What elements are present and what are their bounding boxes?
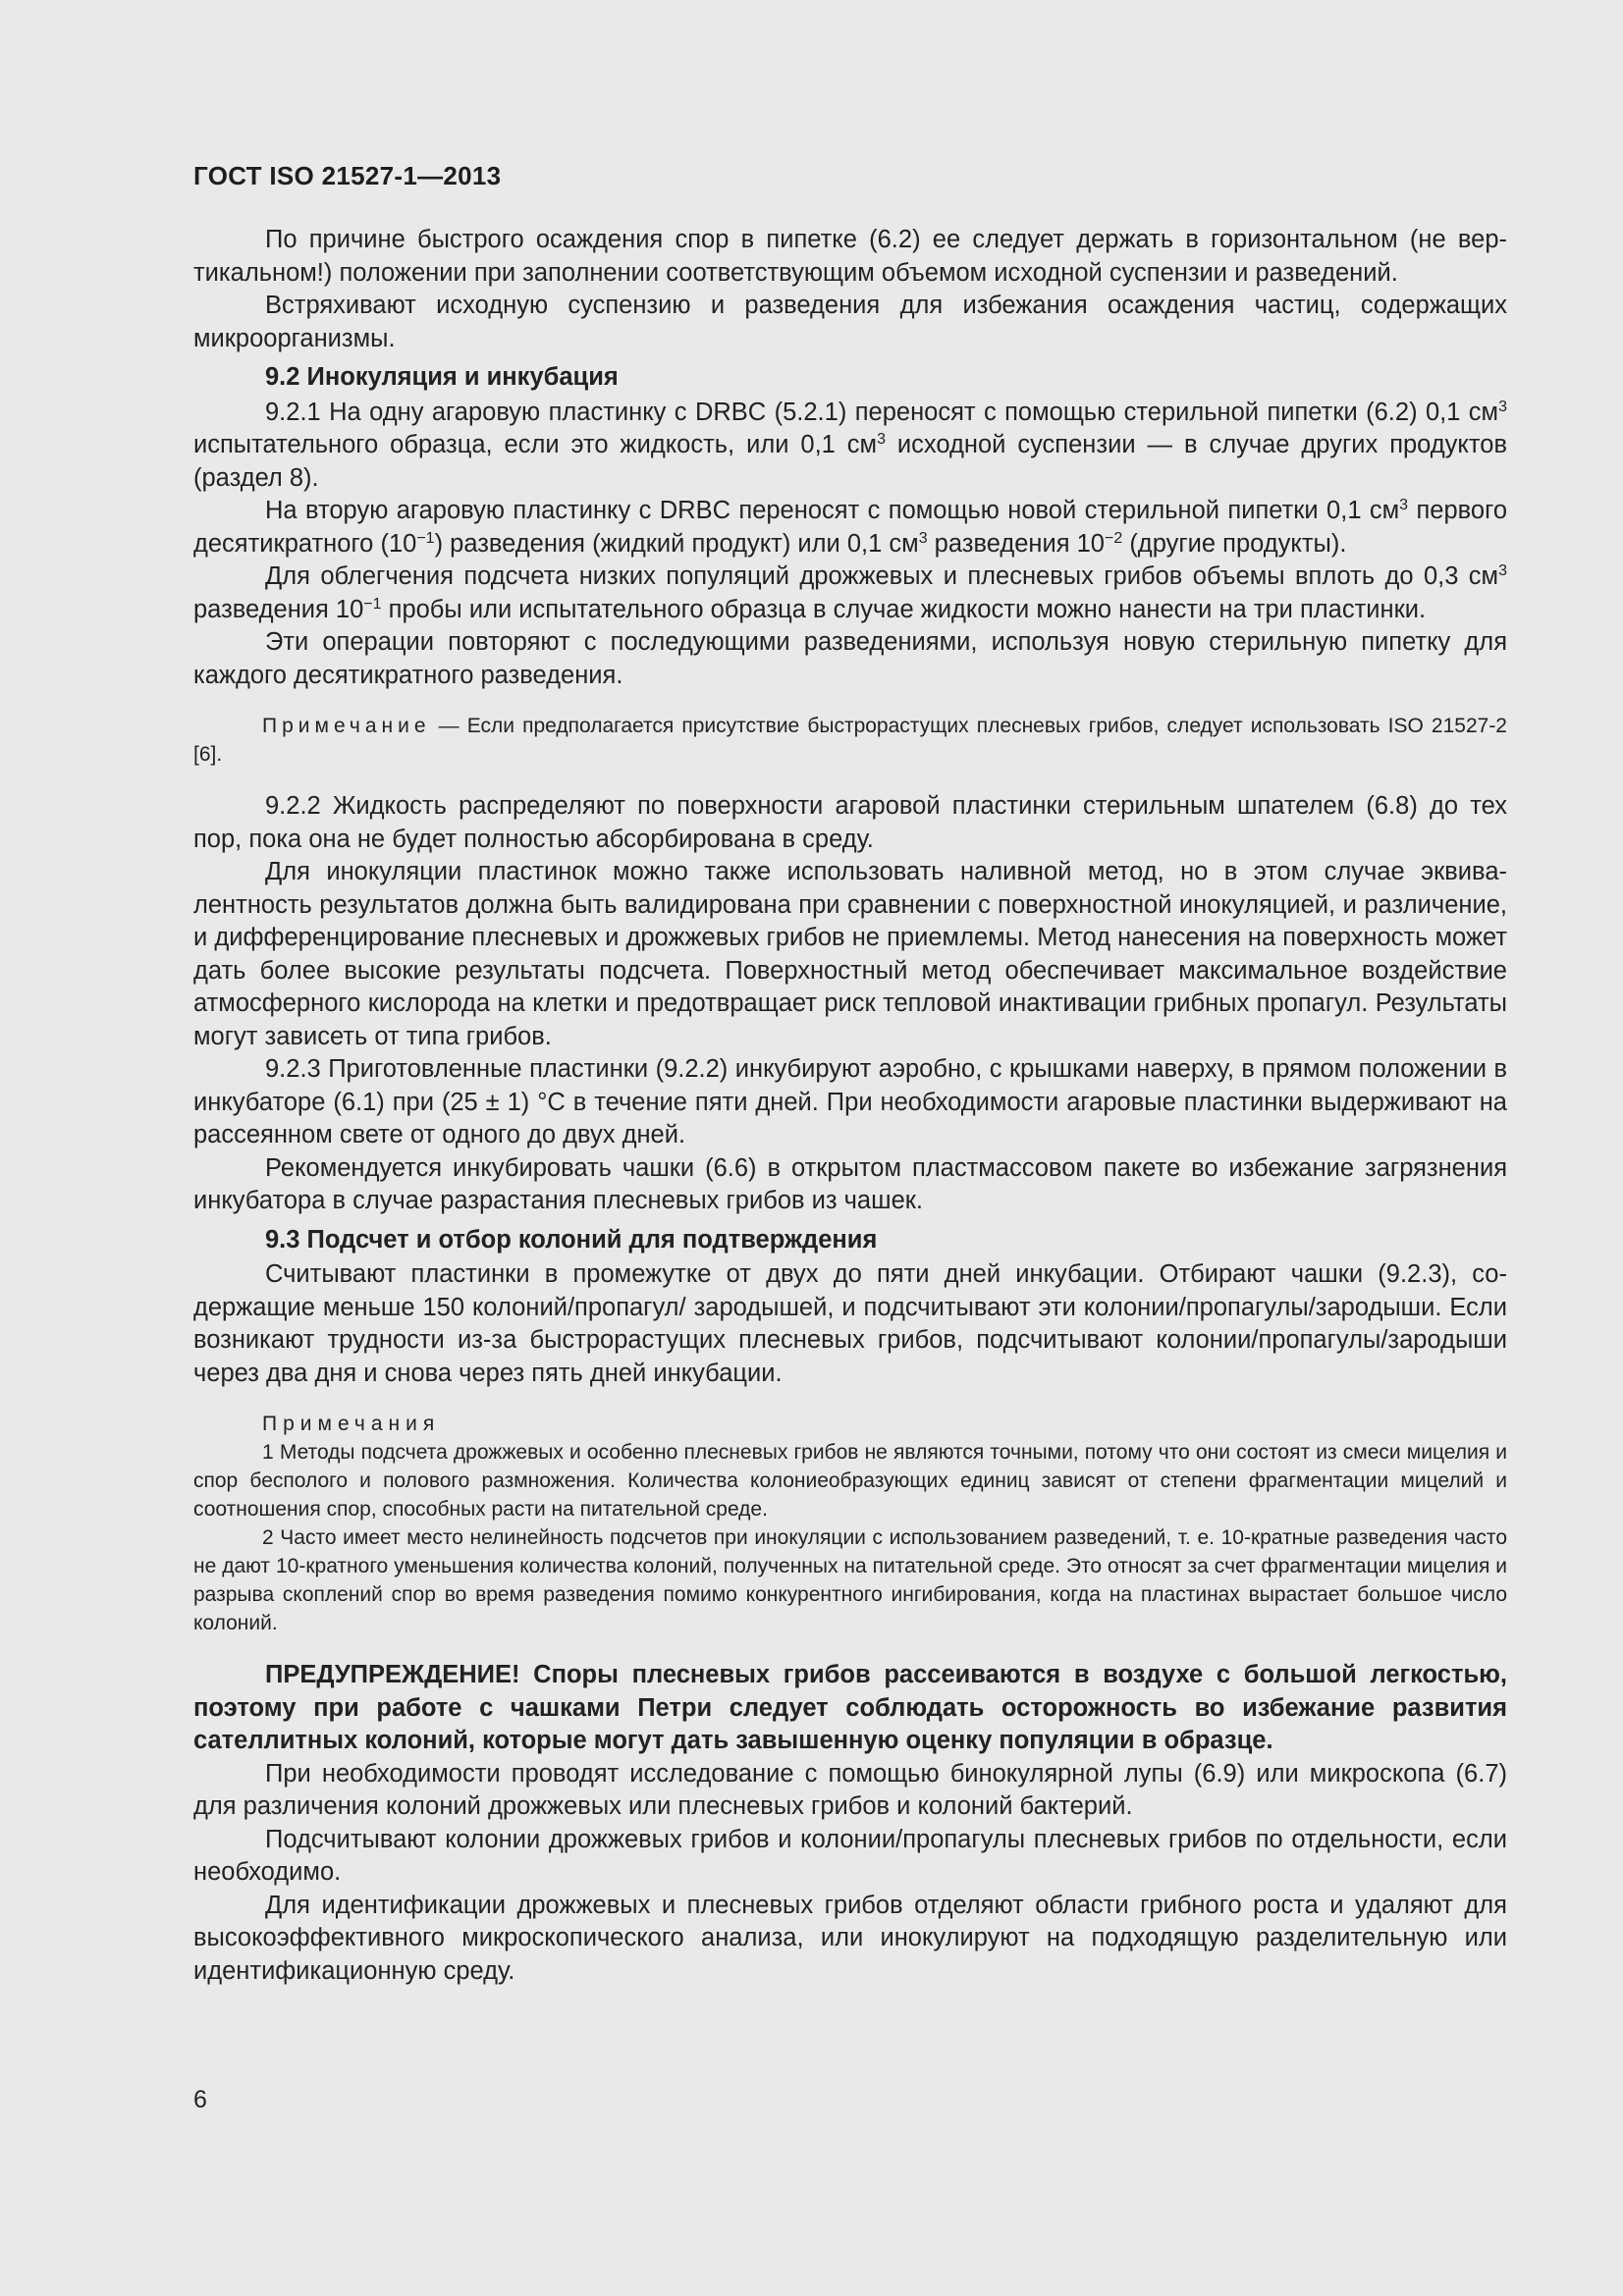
superscript: 3 xyxy=(1399,497,1409,513)
document-body xyxy=(193,224,1507,1988)
note-item-1: 1 Методы подсчета дрожжевых и особенно плесневых грибов не являются точными, потому что они состоят из смеси мицелия и спор бесполого и полового размножения. Количества колониеобразующих единиц зависят от степени фрагментации мицелий и соотношения спор, способных расти на питательной среде. xyxy=(193,1441,1507,1521)
superscript: −2 xyxy=(1104,529,1123,547)
note xyxy=(193,712,1507,769)
superscript: −1 xyxy=(363,595,382,613)
superscript: 3 xyxy=(1498,562,1507,579)
paragraph: Эти операции повторяют с последующими разведениями, используя новую стерильную пипетку для каждого десятикратного разведения. xyxy=(193,628,1507,689)
note-text xyxy=(193,712,1507,769)
paragraph-9-2-2: 9.2.2 Жидкость распределяют по поверхности агаровой пластинки стерильным шпателем (6.8) до тех пор, пока она не будет полностью абсорбирована в среду. xyxy=(193,792,1507,853)
notes-title: Примечания xyxy=(262,1413,441,1435)
text-span: разведения 10 xyxy=(193,595,364,623)
paragraph: По причине быстрого осаждения спор в пипетке (6.2) ее следует держать в горизонтальном (не вертикальном!) положении при заполнении соответствующим объемом исходной суспензии и разведений. xyxy=(193,226,1507,287)
paragraph: Для идентификации дрожжевых и плесневых грибов отделяют области грибного роста и удаляют для высокоэффективного микроскопического анализа, или инокулируют на подходящую разделительную или идентификационную среду. xyxy=(193,1891,1507,1985)
text-span: ) разведения (жидкий продукт) или 0,1 см xyxy=(434,529,919,558)
document-header: ГОСТ ISO 21527-1—2013 xyxy=(193,161,502,190)
text-span: исходной суспензии — в случае других продуктов (раздел 8). xyxy=(193,431,1507,492)
superscript: −1 xyxy=(416,529,435,547)
text-span: первого десятикратного (10 xyxy=(193,497,1508,558)
page-number: 6 xyxy=(193,2086,207,2113)
section-heading-9-2: 9.2 Инокуляция и инкубация xyxy=(265,363,619,391)
warning-paragraph: ПРЕДУПРЕЖДЕНИЕ! Споры плесневых грибов рассеиваются в воздухе с большой легкостью, поэтому при работе с чашками Петри следует соблюдать осторожность во избежание развития сателлитных колоний, которые могут дать завышенную оценку популяции в образце. xyxy=(193,1661,1507,1754)
superscript: 3 xyxy=(1498,398,1507,415)
note-body: — Если предполагается присутствие быстрорастущих плесневых грибов, следует использовать ISO 21527-2 [6]. xyxy=(193,715,1507,766)
paragraph: Для инокуляции пластинок можно также использовать наливной метод, но в этом случае эквивалентность результатов должна быть валидирована при сравнении с поверхностной инокуляцией, и различение, и дифференцирование плесневых и дрожжевых грибов не приемлемы. Метод нанесения на поверхность может дать более высокие результаты подсчета. Поверхностный метод обеспечивает максимальное воздействие атмосферного кислорода на клетки и предотвращает риск тепловой инактивации грибных пропагул. Результаты могут зависеть от типа грибов. xyxy=(193,858,1507,1050)
notes xyxy=(193,1410,1507,1637)
superscript: 3 xyxy=(877,431,886,448)
paragraph: Считывают пластинки в промежутке от двух до пяти дней инкубации. Отбирают чашки (9.2.3), содержащие меньше 150 колоний/пропагул/ зародышей, и подсчитывают эти колонии/пропагулы/зародыши. Если возникают трудности из-за быстрорастущих плесневых грибов, подсчитывают колонии/пропагулы/зародыши через два дня и снова через пять дней инкубации. xyxy=(193,1260,1507,1387)
text-span: Для облегчения подсчета низких популяций дрожжевых и плесневых грибов объемы вплоть до 0,3 см xyxy=(265,562,1499,590)
note-label: Примечание xyxy=(262,715,431,737)
note-item-2: 2 Часто имеет место нелинейность подсчетов при инокуляции с использованием разведений, т. е. 10-кратные разведения часто не дают 10-кратного уменьшения количества колоний, полученных на питательной среде. Это относят за счет фрагментации мицелия и разрыва скоплений спор во время разведения помимо конкурентного ингибирования, когда на пластинах вырастает большое число колоний. xyxy=(193,1526,1507,1634)
paragraph: При необходимости проводят исследование с помощью бинокулярной лупы (6.9) или микроскопа (6.7) для различения колоний дрожжевых или плесневых грибов и колоний бактерий. xyxy=(193,1759,1507,1820)
text-span: 9.2.1 На одну агаровую пластинку с DRBC (5.2.1) переносят с помощью стерильной пипетки (6.2) 0,1 см xyxy=(265,398,1499,426)
paragraph: Встряхивают исходную суспензию и разведения для избежания осаждения частиц, содержащих микроорганизмы. xyxy=(193,292,1507,352)
text-span: испытательного образца, если это жидкость, или 0,1 см xyxy=(193,431,878,458)
paragraph xyxy=(193,561,1507,626)
text-span: На вторую агаровую пластинку с DRBC переносят с помощью новой стерильной пипетки 0,1 см xyxy=(265,497,1400,524)
paragraph: Рекомендуется инкубировать чашки (6.6) в открытом пластмассовом пакете во избежание загрязнения инкубатора в случае разрастания плесневых грибов из чашек. xyxy=(193,1153,1507,1214)
text-span: (другие продукты). xyxy=(1122,529,1347,558)
paragraph xyxy=(193,495,1507,561)
paragraph-9-2-3: 9.2.3 Приготовленные пластинки (9.2.2) инкубируют аэробно, с крышками наверху, в прямом положении в инкубаторе (6.1) при (25 ± 1) °С в течение пяти дней. При необходимости агаровые пластинки выдерживают на рассеянном свете от одного до двух дней. xyxy=(193,1055,1507,1148)
text-span: пробы или испытательного образца в случае жидкости можно нанести на три пластинки. xyxy=(381,595,1427,623)
text-span: разведения 10 xyxy=(927,529,1105,558)
paragraph-9-2-1 xyxy=(193,397,1507,496)
superscript: 3 xyxy=(918,529,928,547)
section-heading-9-3: 9.3 Подсчет и отбор колоний для подтверждения xyxy=(265,1225,878,1254)
paragraph: Подсчитывают колонии дрожжевых грибов и колонии/пропагулы плесневых грибов по отдельности, если необходимо. xyxy=(193,1825,1507,1886)
